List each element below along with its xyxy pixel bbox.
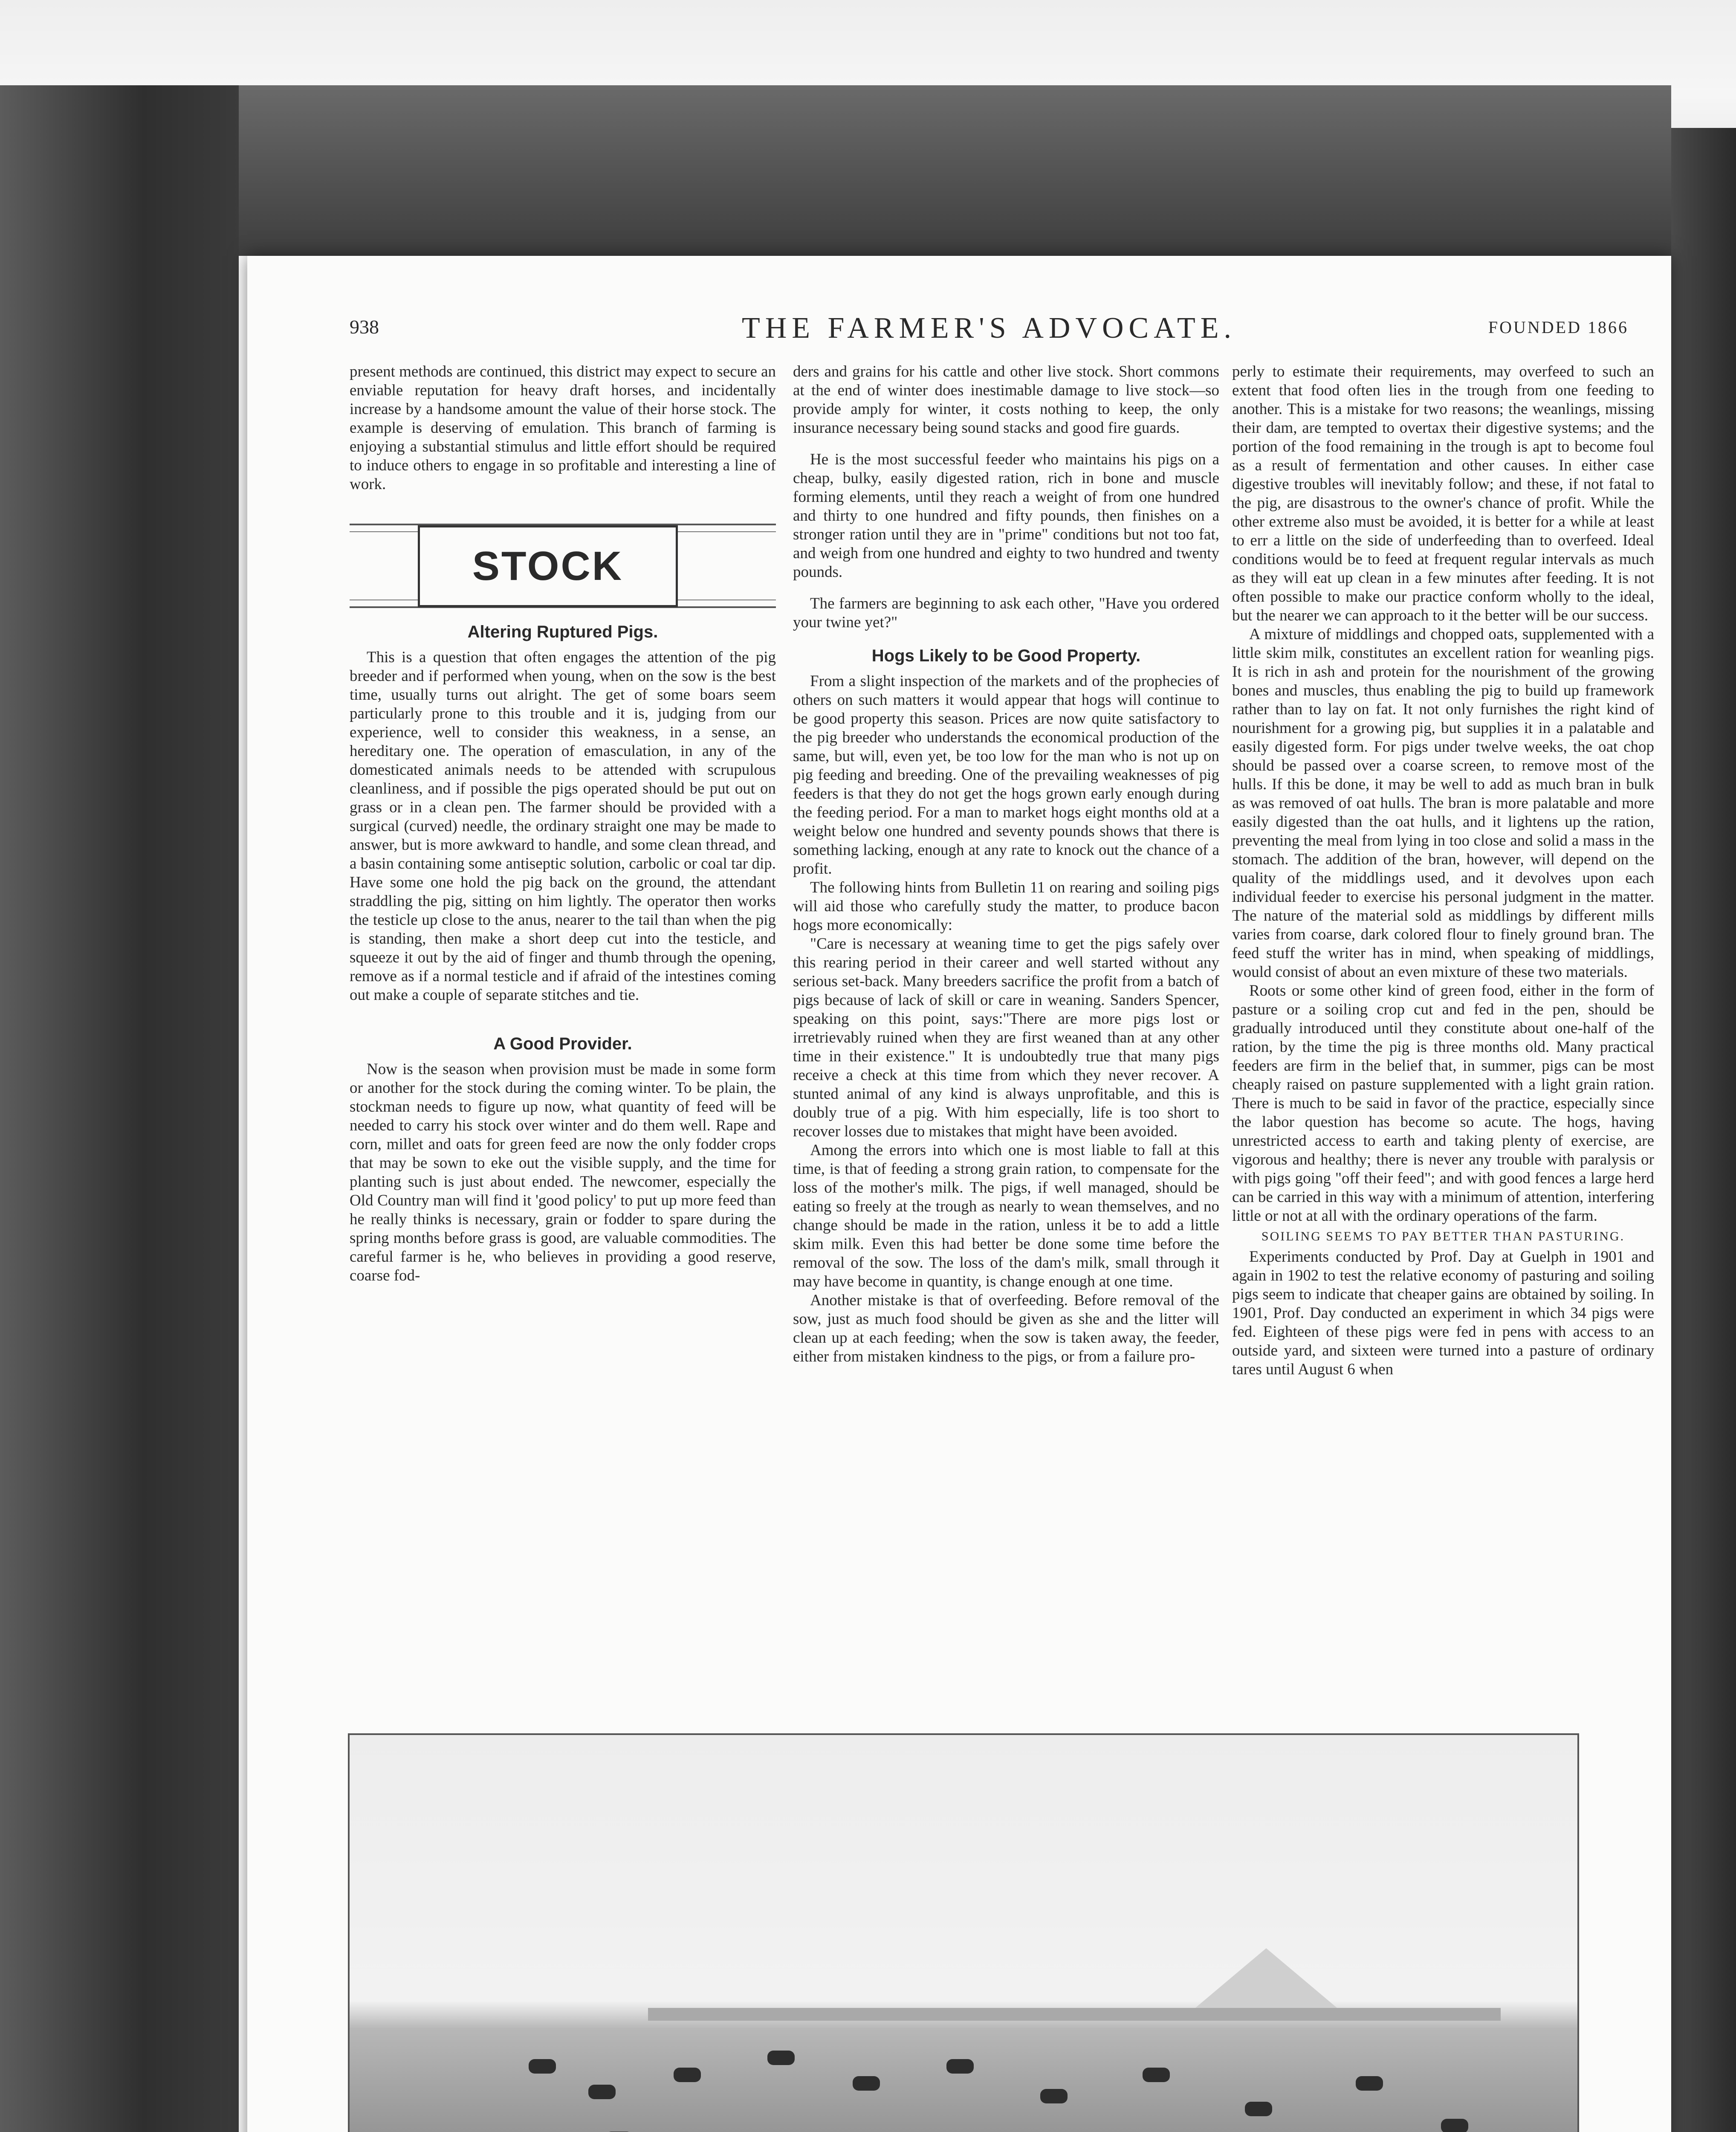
column-2 (793, 362, 1219, 1366)
cattle-shape (853, 2076, 880, 2091)
newspaper-page (247, 256, 1671, 2132)
cattle-shape (588, 2085, 616, 2099)
article-heading-provider: A Good Provider. (493, 1034, 632, 1053)
founded-note: FOUNDED 1866 (1488, 318, 1629, 337)
cattle-shape (529, 2059, 556, 2074)
section-title: STOCK (418, 525, 678, 607)
scan-background-inner (239, 85, 1671, 256)
paragraph: The following hints from Bulletin 11 on rearing and soiling pigs will aid those who carefully study the matter, to produce bacon hogs more economically: (793, 879, 1219, 934)
ranch-photograph (348, 1733, 1579, 2132)
paragraph: ders and grains for his cattle and other live stock. Short commons at the end of winter does inestimable damage to live stock—so provide amply for winter, it costs nothing to keep, the only insurance necessary being sound stacks and good fire guards. (793, 363, 1219, 437)
cattle-shape (674, 2068, 701, 2082)
cattle-shape (1040, 2089, 1068, 2103)
paragraph: He is the most successful feeder who maintains his pigs on a cheap, bulky, easily digested ration, rich in bone and muscle forming elements, until they reach a weight of from one hundred and thirty to one hundred and fifty pounds, then finishes on a stronger ration until they are in "prime" conditions but not too fat, and weigh from one hundred and eighty to two hundred and twenty pounds. (793, 451, 1219, 581)
article-heading-hogs: Hogs Likely to be Good Property. (871, 646, 1141, 665)
cattle-shape (767, 2051, 795, 2065)
subheading-soiling: SOILING SEEMS TO PAY BETTER THAN PASTURING. (1261, 1229, 1625, 1243)
cattle-shape (946, 2059, 974, 2074)
paragraph: perly to estimate their requirements, may overfeed to such an extent that food often lies in the trough from one feeding to another. This is a mistake for two reasons; the weanlings, missing their dam, are tempted to overtax their digestive systems; and the portion of the food remaining in the trough is apt to become foul as a result of fermentation and other causes. In either case digestive troubles will inevitably follow; and these, if not fatal to the pig, are disastrous to the owner's chance of profit. While the other extreme also must be avoided, it is better for a while at least to err a little on the side of underfeeding than to overfeed. Ideal conditions would be to feed at frequent regular intervals as much as they will eat up clean in a few minutes after feeding. It is not often possible to make our practice conform wholly to the ideal, but the nearer we can approach to it the better will be our success. (1232, 363, 1654, 624)
fence-line (648, 2008, 1501, 2021)
cattle-shape (1441, 2119, 1468, 2132)
paragraph: "Care is necessary at weaning time to get the pigs safely over this rearing period in their career and well started without any serious set-back. Many breeders sacrifice the profit from a batch of pigs because of lack of skill or care in weaning. Sanders Spencer, speaking on this point, says:"There are more pigs lost or irretrievably ruined when they are first weaned than at any other time in their existence." It is undoubtedly true that many pigs receive a check at this time from which they never recover. A stunted animal of any kind is always unprofitable, and this is doubly true of a pig. With him especially, life is too short to recover losses due to mistakes that might have been avoided. (793, 935, 1219, 1140)
section-banner (350, 524, 776, 608)
cattle-shape (1245, 2102, 1272, 2116)
paragraph: Among the errors into which one is most liable to fall at this time, is that of feeding a strong grain ration, to compensate for the loss of the mother's milk. The pigs, if well managed, should be eating so freely at the trough as nearly to wean themselves, and no change should be made in the ration, unless it be to add a little skim milk. Even this had better be done some time before the removal of the sow. The loss of the dam's milk, small through it may have become in quantity, is change enough at one time. (793, 1141, 1219, 1290)
masthead: THE FARMER'S ADVOCATE. (741, 312, 1237, 345)
article-heading-altering: Altering Ruptured Pigs. (467, 623, 658, 641)
cattle-shape (1356, 2076, 1383, 2091)
column-1 (350, 362, 776, 1285)
paragraph: A mixture of middlings and chopped oats, supplemented with a little skim milk, constitutes an excellent ration for weanling pigs. It is rich in ash and protein for the nourishment of the growing bones and muscles, thus enabling the pig to build up framework rather than to lay on fat. It not only furnishes the right kind of nourishment for a growing pig, but supplies it in a palatable and easily digested form. For pigs under twelve weeks, the oat chop should be passed over a coarse screen, to remove most of the hulls. If this be done, it may be well to add as much bran in bulk as was removed of oat hulls. The bran is more palatable and more easily digested than the oat hulls, and it lightens up the ration, preventing the meal from lying in too close and solid a mass in the stomach. The addition of the bran, however, will depend on the quality of the middlings used, and it devolves upon each individual feeder to exercise his personal judgment in the matter. The nature of the material sold as middlings by different mills varies from coarse, dark colored flour to finely ground bran. The feed stuff the writer has in mind, when speaking of middlings, would consist of about an even mixture of these two materials. (1232, 626, 1654, 981)
intro-paragraph: present methods are continued, this district may expect to secure an enviable reputation for heavy draft horses, and incidentally increase by a handsome amount the value of their horse stock. The example is deserving of emulation. This branch of farming is enjoying a substantial stimulus and little effort should be required to induce others to engage in so profitable and interesting a line of work. (350, 363, 776, 493)
column-3 (1232, 362, 1654, 1379)
scan-background-left (0, 85, 239, 2132)
cattle-shape (1143, 2068, 1170, 2082)
article-text-altering: This is a question that often engages the attention of the pig breeder and if performed when young, when on the sow is the best time, usually turns out alright. The get of some boars seem particularly prone to this trouble and it is, judging from our experience, well to consider this weakness, in a sense, an hereditary one. The operation of emasculation, in any of the domesticated animals needs to be attended with scrupulous cleanliness, and if possible the pigs operated should be put out on grass or in a clean pen. The farmer should be provided with a surgical (curved) needle, the ordinary straight one may be made to answer, but is more awkward to handle, and some clean thread, and a basin containing some antiseptic solution, carbolic or coal tar dip. Have some one hold the pig back on the ground, the attendant straddling the pig, sitting on him lightly. The operator then works the testicle up close to the anus, nearer to the tail than when the pig is standing, then make a short deep cut into the testicle, and squeeze it out by the aid of finger and thumb through the opening, remove as if a normal testicle and if afraid of the intestines coming out make a couple of separate stitches and tie. (350, 649, 776, 1004)
paragraph: Experiments conducted by Prof. Day at Guelph in 1901 and again in 1902 to test the relative economy of pasturing and soiling pigs seem to indicate that cheaper gains are obtained by soiling. In 1901, Prof. Day conducted an experiment in which 34 pigs were fed. Eighteen of these pigs were fed in pens with access to an outside yard, and sixteen were turned into a pasture of ordinary tares until August 6 when (1232, 1248, 1654, 1378)
paragraph: Another mistake is that of overfeeding. Before removal of the sow, just as much food should be given as she and the litter will clean up at each feeding; when the sow is taken away, the feeder, either from mistaken kindness to the pigs, or from a failure pro- (793, 1292, 1219, 1365)
page-number: 938 (350, 316, 379, 338)
scan-background-right (1671, 128, 1736, 2132)
paragraph: Roots or some other kind of green food, either in the form of pasture or a soiling crop cut and fed in the pen, should be gradually introduced until they constitute about one-half of the ration, by the time the pig is three months old. Many practical feeders are firm in the belief that, in summer, pigs can be most cheaply raised on pasture supplemented with a light grain ration. There is much to be said in favor of the practice, especially since the labor question has become so acute. The hogs, having unrestricted access to earth and taking plenty of exercise, are vigorous and healthy; there is never any trouble with paralysis or with pigs going "off their feed"; and with good fences a large herd can be carried in this way with a minimum of attention, interfering little or not at all with the ordinary operations of the farm. (1232, 982, 1654, 1225)
page-header (350, 311, 1629, 350)
article-text-provider: Now is the season when provision must be made in some form or another for the stock during the coming winter. To be plain, the stockman needs to figure up now, what quantity of feed will be needed to carry his stock over winter and do them well. Rape and corn, millet and oats for green feed are now the only fodder crops that may be sown to eke out the visible supply, and the time for planting such is just about ended. The newcomer, especially the Old Country man will find it 'good policy' to put up more feed than he really thinks is necessary, grain or fodder to spare during the spring months before grass is good, are valuable commodities. The careful farmer is he, who believes in providing a good reserve, coarse fod- (350, 1060, 776, 1284)
paragraph: From a slight inspection of the markets and of the prophecies of others on such matters it would appear that hogs will continue to be good property this season. Prices are now quite satisfactory to the pig breeder who understands the economical production of the same, but will, even yet, be too low for the man who is not up on pig feeding and breeding. One of the prevailing weaknesses of pig feeders is that they do not get the hogs grown early enough during the feeding period. For a man to market hogs eight months old at a weight below one hundred and seventy pounds shows that there is something lacking, enough at any rate to knock out the chance of a profit. (793, 672, 1219, 878)
barn-shape (1185, 1948, 1347, 2016)
paragraph: The farmers are beginning to ask each other, "Have you ordered your twine yet?" (793, 595, 1219, 631)
